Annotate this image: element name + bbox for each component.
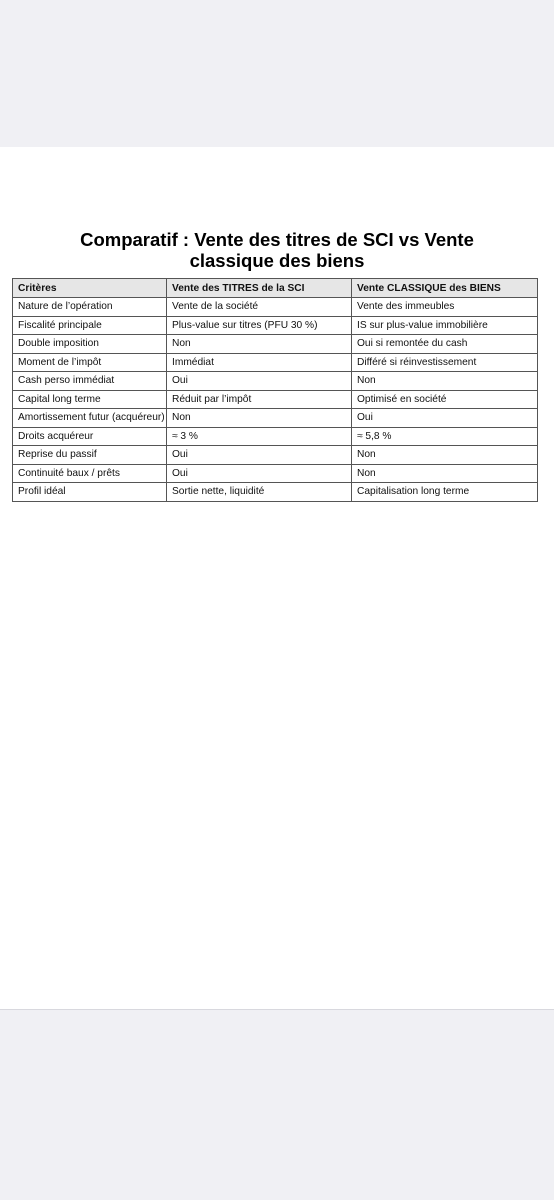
table-header xyxy=(13,279,538,298)
cell-titres: Oui xyxy=(167,446,352,465)
cell-classique: Non xyxy=(352,446,538,465)
cell-classique: Capitalisation long terme xyxy=(352,483,538,502)
table-row xyxy=(13,390,538,409)
table-row xyxy=(13,446,538,465)
cell-criteria: Reprise du passif xyxy=(13,446,167,465)
cell-titres: Sortie nette, liquidité xyxy=(167,483,352,502)
cell-criteria: Capital long terme xyxy=(13,390,167,409)
cell-criteria: Double imposition xyxy=(13,335,167,354)
table-row xyxy=(13,483,538,502)
cell-classique: Non xyxy=(352,464,538,483)
title-line-1: Comparatif : Vente des titres de SCI vs Vente xyxy=(80,229,474,250)
table-row xyxy=(13,316,538,335)
table-row xyxy=(13,464,538,483)
table-row xyxy=(13,427,538,446)
cell-criteria: Moment de l’impôt xyxy=(13,353,167,372)
cell-titres: Oui xyxy=(167,464,352,483)
cell-titres: ≈ 3 % xyxy=(167,427,352,446)
table-row xyxy=(13,353,538,372)
title-line-2: classique des biens xyxy=(189,250,365,271)
cell-titres: Vente de la société xyxy=(167,298,352,317)
cell-titres: Plus-value sur titres (PFU 30 %) xyxy=(167,316,352,335)
cell-titres: Non xyxy=(167,335,352,354)
cell-classique: ≈ 5,8 % xyxy=(352,427,538,446)
cell-criteria: Cash perso immédiat xyxy=(13,372,167,391)
header-classique: Vente CLASSIQUE des BIENS xyxy=(352,279,538,298)
cell-titres: Immédiat xyxy=(167,353,352,372)
cell-classique: Oui xyxy=(352,409,538,428)
cell-criteria: Droits acquéreur xyxy=(13,427,167,446)
cell-criteria: Amortissement futur (acquéreur) xyxy=(13,409,167,428)
cell-titres: Oui xyxy=(167,372,352,391)
cell-classique: Différé si réinvestissement xyxy=(352,353,538,372)
table-row xyxy=(13,298,538,317)
cell-classique: IS sur plus-value immobilière xyxy=(352,316,538,335)
header-criteria: Critères xyxy=(13,279,167,298)
header-titres: Vente des TITRES de la SCI xyxy=(167,279,352,298)
document-page xyxy=(0,147,554,1010)
cell-titres: Non xyxy=(167,409,352,428)
cell-classique: Non xyxy=(352,372,538,391)
cell-classique: Oui si remontée du cash xyxy=(352,335,538,354)
cell-classique: Vente des immeubles xyxy=(352,298,538,317)
table-row xyxy=(13,335,538,354)
cell-criteria: Continuité baux / prêts xyxy=(13,464,167,483)
document-title xyxy=(0,229,554,271)
table-row xyxy=(13,409,538,428)
table-row xyxy=(13,372,538,391)
cell-criteria: Fiscalité principale xyxy=(13,316,167,335)
table-body xyxy=(13,298,538,502)
header-row xyxy=(13,279,538,298)
cell-classique: Optimisé en société xyxy=(352,390,538,409)
cell-criteria: Profil idéal xyxy=(13,483,167,502)
cell-criteria: Nature de l’opération xyxy=(13,298,167,317)
comparison-table xyxy=(12,278,538,502)
cell-titres: Réduit par l’impôt xyxy=(167,390,352,409)
